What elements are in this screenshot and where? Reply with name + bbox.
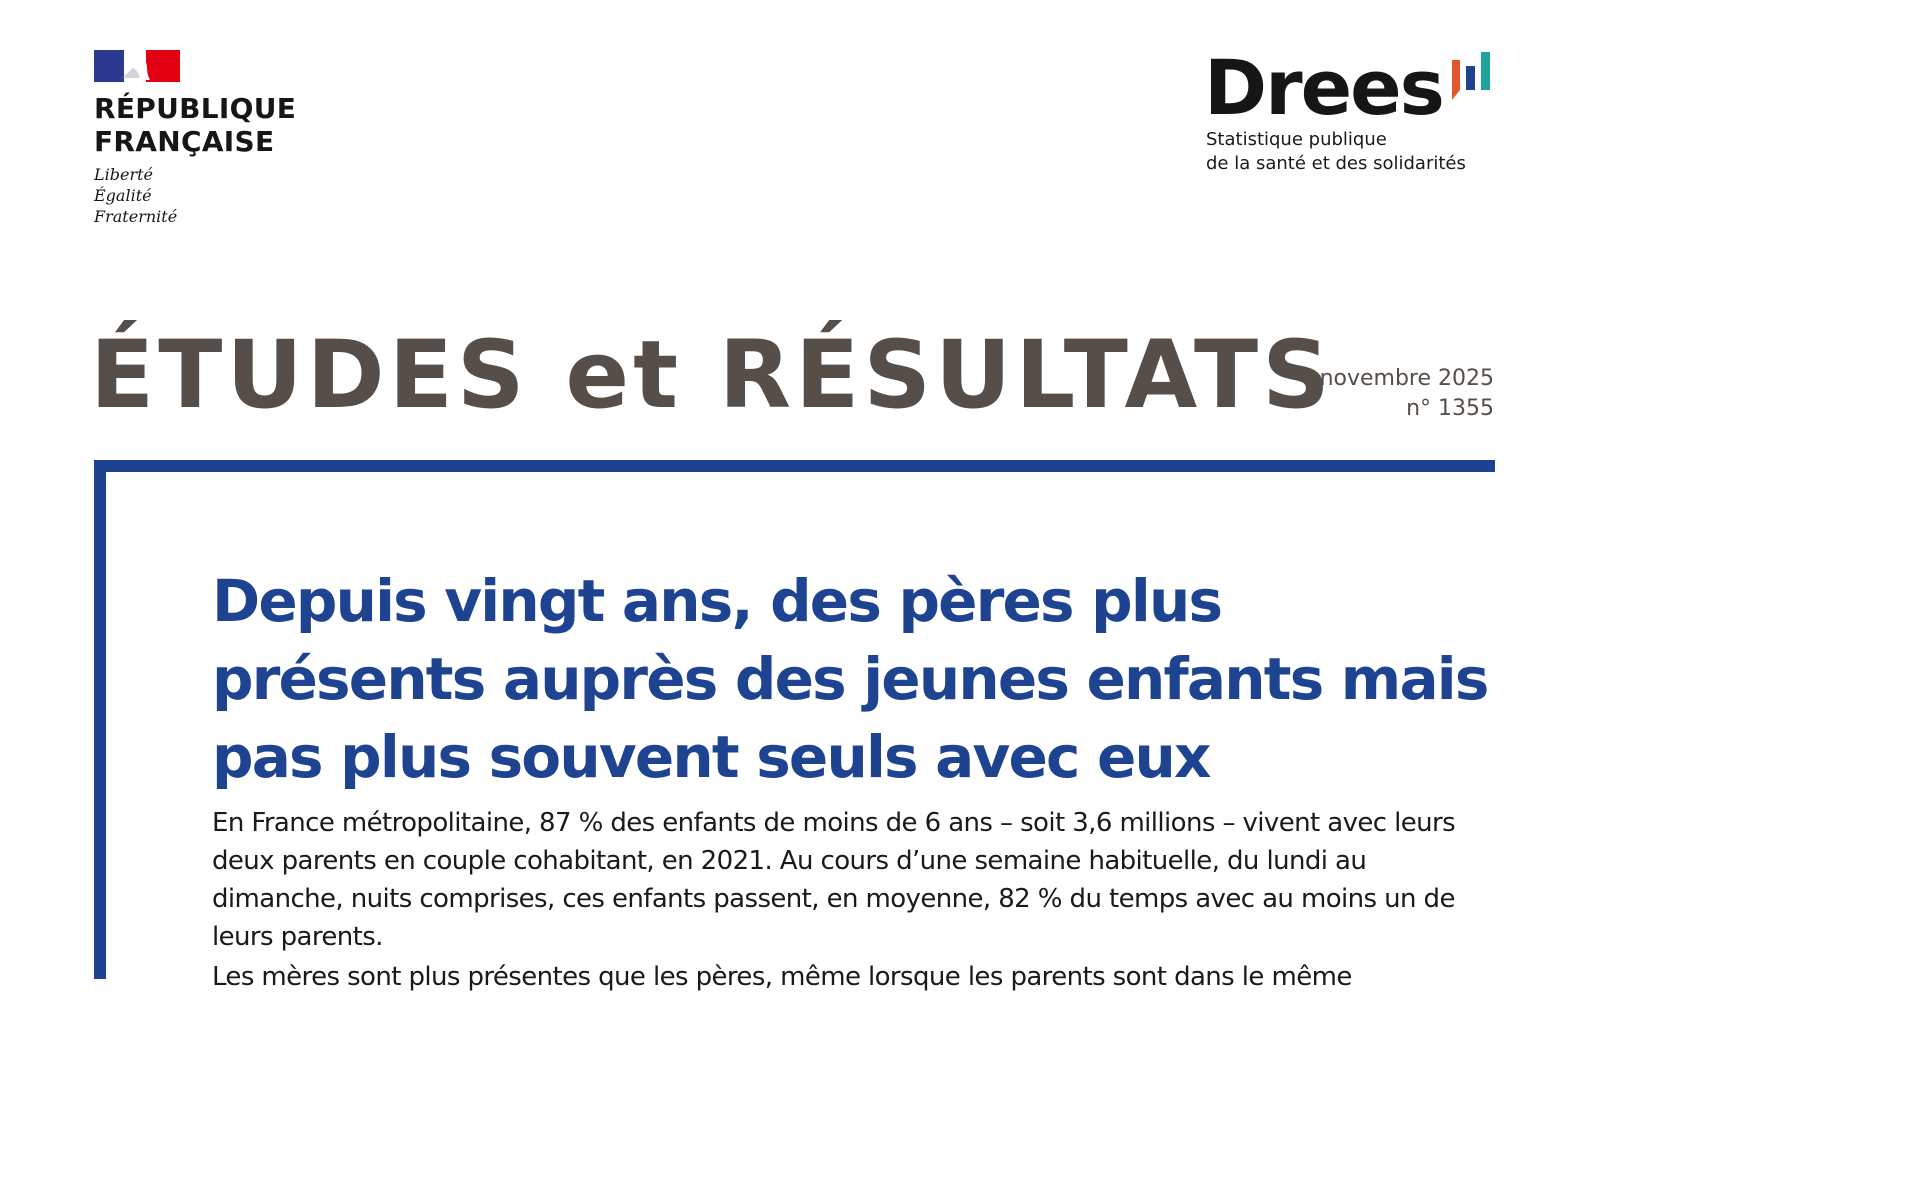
frame-top-rule bbox=[94, 460, 1495, 472]
drees-tagline bbox=[1204, 128, 1504, 176]
issue-date: novembre 2025 bbox=[1319, 366, 1494, 391]
republique-francaise-name bbox=[94, 92, 296, 158]
rf-name-line1: RÉPUBLIQUE bbox=[94, 92, 297, 125]
republique-motto bbox=[94, 164, 296, 227]
rf-name-line2: FRANÇAISE bbox=[94, 125, 275, 158]
motto-egalite: Égalité bbox=[94, 186, 152, 205]
issue-info bbox=[1320, 364, 1494, 424]
drees-tagline-line1: Statistique publique bbox=[1206, 129, 1387, 150]
drees-wordmark: Drees bbox=[1204, 43, 1443, 132]
drees-logo bbox=[1204, 43, 1504, 176]
drees-bars-icon bbox=[1452, 50, 1496, 100]
series-title: ÉTUDES et RÉSULTATS bbox=[90, 321, 1334, 430]
marianne-flag-icon bbox=[94, 50, 180, 82]
drees-tagline-line2: de la santé et des solidarités bbox=[1206, 153, 1466, 174]
issue-number: n° 1355 bbox=[1406, 396, 1494, 421]
frame-left-rule bbox=[94, 460, 106, 979]
motto-fraternite: Fraternité bbox=[94, 207, 178, 226]
article-headline: Depuis vingt ans, des pères plus présents auprès des jeunes enfants mais pas plus souvent seuls avec eux bbox=[212, 567, 1488, 791]
article-lede bbox=[212, 804, 1492, 998]
lede-paragraph-2: Les mères sont plus présentes que les pères, même lorsque les parents sont dans le même bbox=[212, 962, 1352, 992]
republique-francaise-logo bbox=[94, 50, 296, 227]
lede-paragraph-1: En France métropolitaine, 87 % des enfants de moins de 6 ans – soit 3,6 millions – vivent avec leurs deux parents en couple cohabitant, en 2021. Au cours d’une semaine habituelle, du lundi au dimanche, nuits comprises, ces enfants passent, en moyenne, 82 % du temps avec au moins un de leurs parents. bbox=[212, 808, 1456, 952]
motto-liberte: Liberté bbox=[94, 165, 153, 184]
